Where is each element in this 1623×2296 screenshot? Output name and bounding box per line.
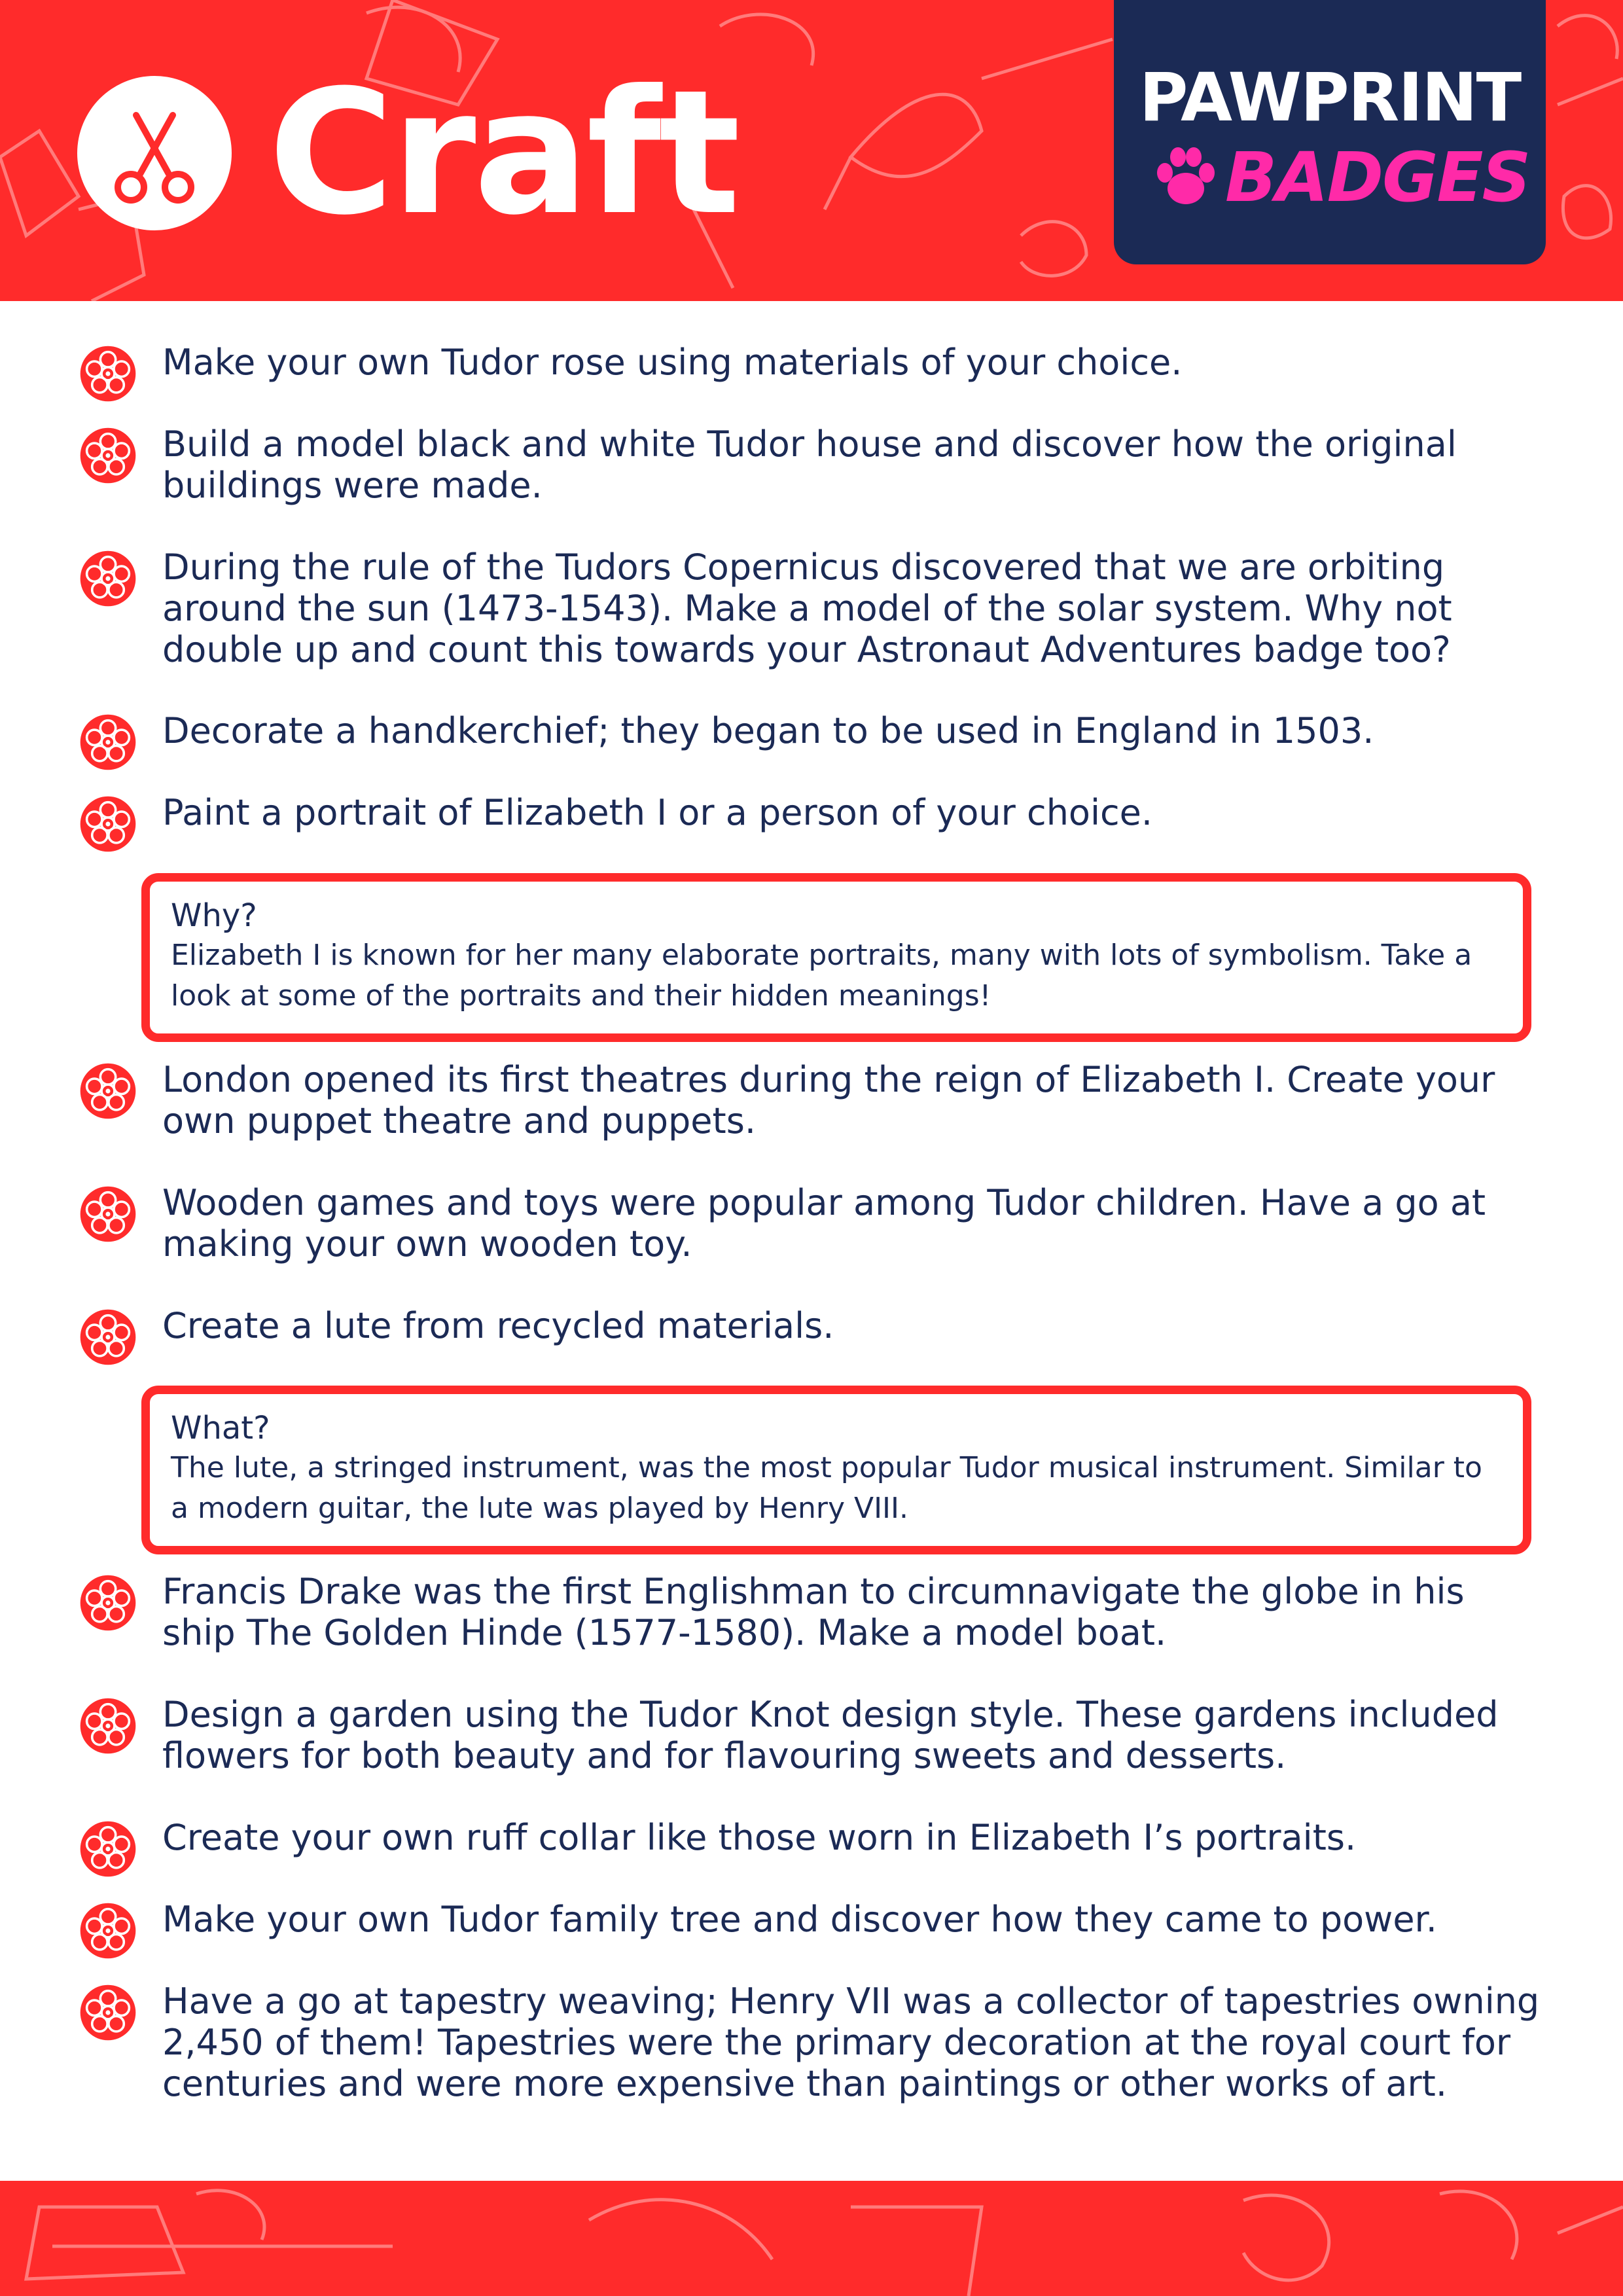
- tudor-rose-icon: [79, 1185, 137, 1244]
- tudor-rose-icon: [79, 795, 137, 853]
- tudor-rose-icon: [79, 1062, 137, 1121]
- tudor-rose-icon: [79, 344, 137, 403]
- logo-line2: BADGES: [1225, 137, 1530, 217]
- header-banner: [0, 0, 1623, 301]
- logo-line2-wrap: [1153, 135, 1530, 220]
- info-box-why: [141, 873, 1531, 1042]
- tudor-rose-icon: [79, 549, 137, 608]
- tudor-rose-icon: [79, 1308, 137, 1367]
- item-text: Francis Drake was the first Englishman to circumnavigate the globe in his ship The Golden Hinde (1577-1580). Make a model boat.: [162, 1571, 1465, 1653]
- page-title: Craft: [268, 53, 738, 253]
- item-text: Wooden games and toys were popular among Tudor children. Have a go at making your own wooden toy.: [162, 1182, 1486, 1265]
- item-text: Design a garden using the Tudor Knot design style. These gardens included flowers for both beauty and for flavouring sweets and desserts.: [162, 1694, 1499, 1776]
- info-box-title: What?: [171, 1410, 270, 1446]
- info-box-text: The lute, a stringed instrument, was the most popular Tudor musical instrument. Similar to a modern guitar, the lute was played by Henry VIII.: [171, 1451, 1482, 1525]
- tudor-rose-icon: [79, 1573, 137, 1632]
- footer-banner: [0, 2181, 1623, 2296]
- pawprint-badges-logo: [1114, 0, 1546, 264]
- scissors-badge: [77, 76, 232, 230]
- logo-line1: PAWPRINT: [1139, 59, 1521, 137]
- item-text: Create your own ruff collar like those worn in Elizabeth I’s portraits.: [162, 1817, 1357, 1858]
- tudor-rose-icon: [79, 1696, 137, 1755]
- item-text: London opened its first theatres during the reign of Elizabeth I. Create your own puppet theatre and puppets.: [162, 1059, 1495, 1141]
- tudor-rose-icon: [79, 1820, 137, 1878]
- item-text: Make your own Tudor rose using materials of your choice.: [162, 342, 1183, 383]
- item-text: Create a lute from recycled materials.: [162, 1305, 834, 1346]
- item-text: Build a model black and white Tudor house and discover how the original buildings were made.: [162, 423, 1457, 506]
- doodle-pattern: [0, 2181, 1623, 2296]
- info-box-title: Why?: [171, 897, 257, 934]
- item-text: Have a go at tapestry weaving; Henry VII was a collector of tapestries owning 2,450 of them! Tapestries were the primary decoration at the royal court for centuries and were more expensive than paintings or other works of art.: [162, 1981, 1540, 2104]
- paw-icon: [1153, 147, 1219, 209]
- info-box-text: Elizabeth I is known for her many elaborate portraits, many with lots of symbolism. Take a look at some of the portraits and their hidden meanings!: [171, 939, 1472, 1013]
- tudor-rose-icon: [79, 1901, 137, 1960]
- info-box-what: [141, 1386, 1531, 1554]
- item-text: During the rule of the Tudors Copernicus discovered that we are orbiting around the sun (1473-1543). Make a model of the solar system. Why not double up and count this towards your Astronaut Adventures badge too?: [162, 547, 1452, 670]
- tudor-rose-icon: [79, 426, 137, 485]
- item-text: Paint a portrait of Elizabeth I or a person of your choice.: [162, 792, 1153, 833]
- tudor-rose-icon: [79, 1983, 137, 2042]
- tudor-rose-icon: [79, 713, 137, 772]
- scissors-icon: [77, 76, 232, 230]
- item-text: Make your own Tudor family tree and discover how they came to power.: [162, 1899, 1437, 1940]
- item-text: Decorate a handkerchief; they began to be used in England in 1503.: [162, 710, 1374, 751]
